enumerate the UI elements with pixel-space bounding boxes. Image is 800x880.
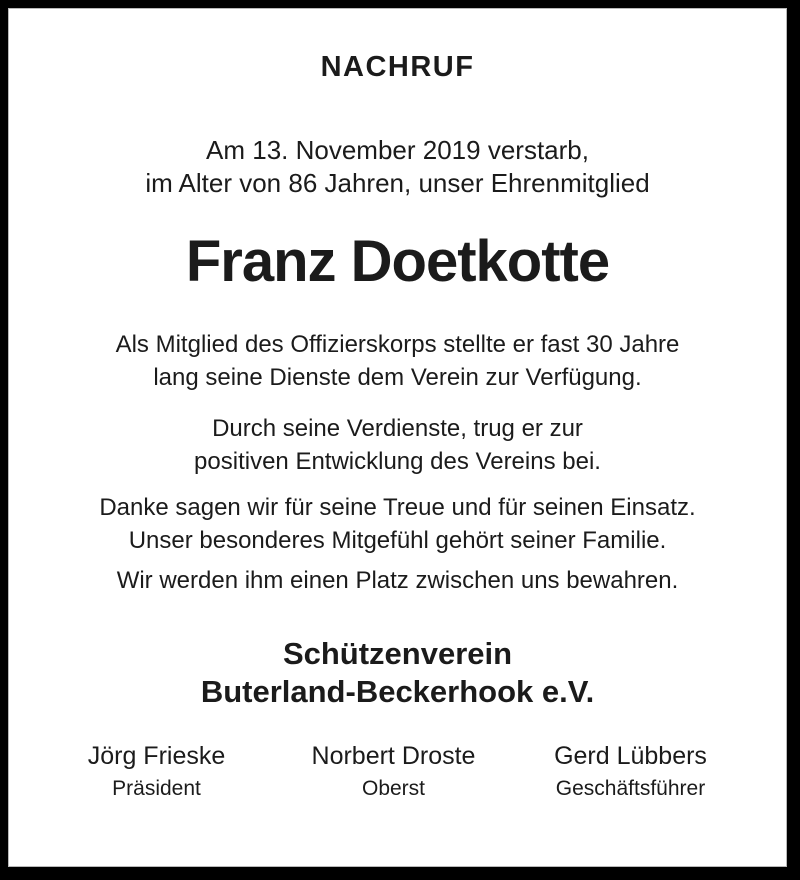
paragraph-line: Wir werden ihm einen Platz zwischen uns bewahren. [116,566,679,594]
notice-heading: NACHRUF [320,51,475,83]
signatory-oberst [275,741,512,801]
signatory-president [38,741,275,801]
paragraph-line: lang seine Dienste dem Verein zur Verfügung. [153,363,642,391]
intro-line-1: Am 13. November 2019 verstarb, [206,134,589,165]
signatory-title: Geschäftsführer [555,776,706,800]
paragraph-remembrance [117,564,679,597]
paragraph-merits [194,412,601,478]
signatory-title: Oberst [361,776,426,800]
signatory-name: Gerd Lübbers [554,741,707,770]
paragraph-line: Danke sagen wir für seine Treue und für seinen Einsatz. [99,493,696,521]
intro-block [145,134,649,200]
signatory-name: Norbert Droste [311,741,476,770]
paragraph-line: Durch seine Verdienste, trug er zur [212,414,583,442]
notice-content [8,8,787,867]
paragraph-service [116,328,680,394]
signatures-row [8,741,787,801]
organization-line-1: Schützenverein [282,635,513,671]
paragraph-line: Als Mitglied des Offizierskorps stellte er fast 30 Jahre [115,330,680,358]
organization-name [201,635,594,711]
paragraph-thanks [99,491,695,557]
paragraph-line: Unser besonderes Mitgefühl gehört seiner Familie. [128,526,667,554]
organization-line-2: Buterland-Beckerhook e.V. [200,673,595,709]
signatory-title: Präsident [112,776,201,800]
paragraph-line: positiven Entwicklung des Vereins bei. [194,447,601,475]
signatory-geschaeftsfuehrer [512,741,749,801]
signatory-name: Jörg Frieske [87,741,226,770]
deceased-name: Franz Doetkotte [185,228,610,294]
intro-line-2: im Alter von 86 Jahren, unser Ehrenmitglied [145,167,650,198]
